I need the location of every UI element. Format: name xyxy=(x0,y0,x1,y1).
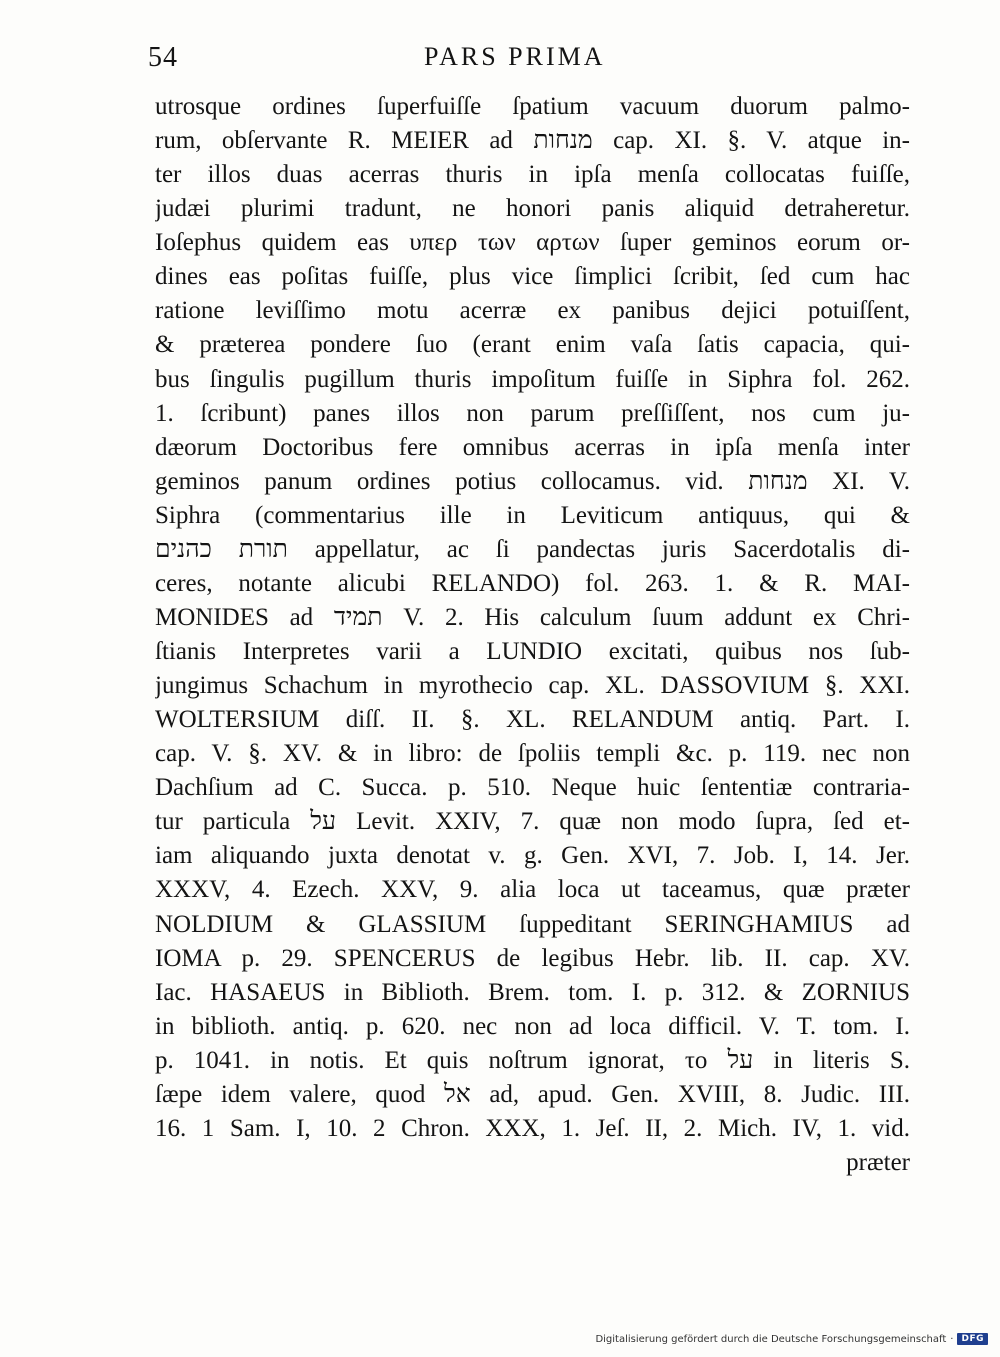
dfg-logo: DFG xyxy=(957,1333,988,1345)
text-line: ſtianis Interpretes varii a LUNDIO excitati, quibus nos ſub- xyxy=(155,638,910,665)
credit-text: Digitalisierung gefördert durch die Deutsche Forschungsgemeinschaft xyxy=(595,1333,947,1345)
text-line: Iac. HASAEUS in Biblioth. Brem. tom. I. p. 312. & ZORNIUS xyxy=(155,978,910,1006)
text-line: geminos panum ordines potius collocamus. vid. מנחות XI. V. xyxy=(155,467,910,495)
text-line: rum, obſervante R. MEIER ad מנחות cap. XI. §. V. atque in- xyxy=(155,127,910,155)
body-text xyxy=(155,90,910,1180)
page-header xyxy=(148,38,908,78)
text-line: cap. V. §. XV. & in libro: de ſpoliis templi &c. p. 119. nec non xyxy=(155,740,910,768)
running-title: PARS PRIMA xyxy=(424,42,606,71)
text-line: 1. ſcribunt) panes illos non parum preſſiſſent, nos cum ju- xyxy=(155,399,910,427)
text-line: Siphra (commentarius ille in Leviticum antiquus, qui & xyxy=(155,501,910,529)
text-line: NOLDIUM & GLASSIUM ſuppeditant SERINGHAMIUS ad xyxy=(155,910,910,938)
text-line: ratione leviſſimo motu acerræ ex panibus dejici potuiſſent, xyxy=(155,297,910,325)
text-line: 16. 1 Sam. I, 10. 2 Chron. XXX, 1. Jeſ. II, 2. Mich. IV, 1. vid. xyxy=(155,1114,910,1142)
text-line: p. 1041. in notis. Et quis noſtrum ignorat, τo על in literis S. xyxy=(155,1046,910,1074)
text-line: in biblioth. antiq. p. 620. nec non ad loca difficil. V. T. tom. I. xyxy=(155,1012,910,1040)
text-line: & præterea pondere ſuo (erant enim vaſa ſatis capacia, qui- xyxy=(155,331,910,359)
text-line: utrosque ordines ſuperfuiſſe ſpatium vacuum duorum palmo- xyxy=(155,93,910,120)
text-line: tur particula על Levit. XXIV, 7. quæ non modo ſupra, ſed et- xyxy=(155,808,910,836)
text-line: תורת כהנים appellatur, ac ſi pandectas juris Sacerdotalis di- xyxy=(155,535,910,563)
text-line: dæorum Doctoribus fere omnibus acerras in ipſa menſa inter xyxy=(155,433,910,461)
text-line: Ioſephus quidem eas υπερ των αρτων ſuper geminos eorum or- xyxy=(155,229,910,257)
text-line: Dachſium ad C. Succa. p. 510. Neque huic ſententiæ contraria- xyxy=(155,774,910,802)
text-line: judæi plurimi tradunt, ne honori panis aliquid detraheretur. xyxy=(155,195,910,223)
text-line: ter illos duas acerras thuris in ipſa menſa collocatas fuiſſe, xyxy=(155,161,910,189)
catchword: præter xyxy=(846,1148,910,1176)
page-number: 54 xyxy=(148,42,178,73)
text-line: WOLTERSIUM diſſ. II. §. XL. RELANDUM antiq. Part. I. xyxy=(155,706,910,734)
text-line: ceres, notante alicubi RELANDO) fol. 263. 1. & R. MAI- xyxy=(155,569,910,597)
text-line: bus ſingulis pugillum thuris impoſitum fuiſſe in Siphra fol. 262. xyxy=(155,365,910,393)
text-line: dines eas poſitas fuiſſe, plus vice ſimplici ſcribit, ſed cum hac xyxy=(155,263,910,291)
text-line: MONIDES ad תמיד V. 2. His calculum ſuum addunt ex Chri- xyxy=(155,603,910,631)
text-line: IOMA p. 29. SPENCERUS de legibus Hebr. lib. II. cap. XV. xyxy=(155,944,910,972)
text-line: XXXV, 4. Ezech. XXV, 9. alia loca ut taceamus, quæ præter xyxy=(155,876,910,904)
digitization-credit: Digitalisierung gefördert durch die Deutsche Forschungsgemeinschaft · DFG xyxy=(595,1329,988,1349)
text-line: jungimus Schachum in myrothecio cap. XL. DASSOVIUM §. XXI. xyxy=(155,672,910,700)
text-line: ſæpe idem valere, quod אל ad, apud. Gen. XVIII, 8. Judic. III. xyxy=(155,1080,910,1108)
text-line: iam aliquando juxta denotat v. g. Gen. XVI, 7. Job. I, 14. Jer. xyxy=(155,842,910,870)
